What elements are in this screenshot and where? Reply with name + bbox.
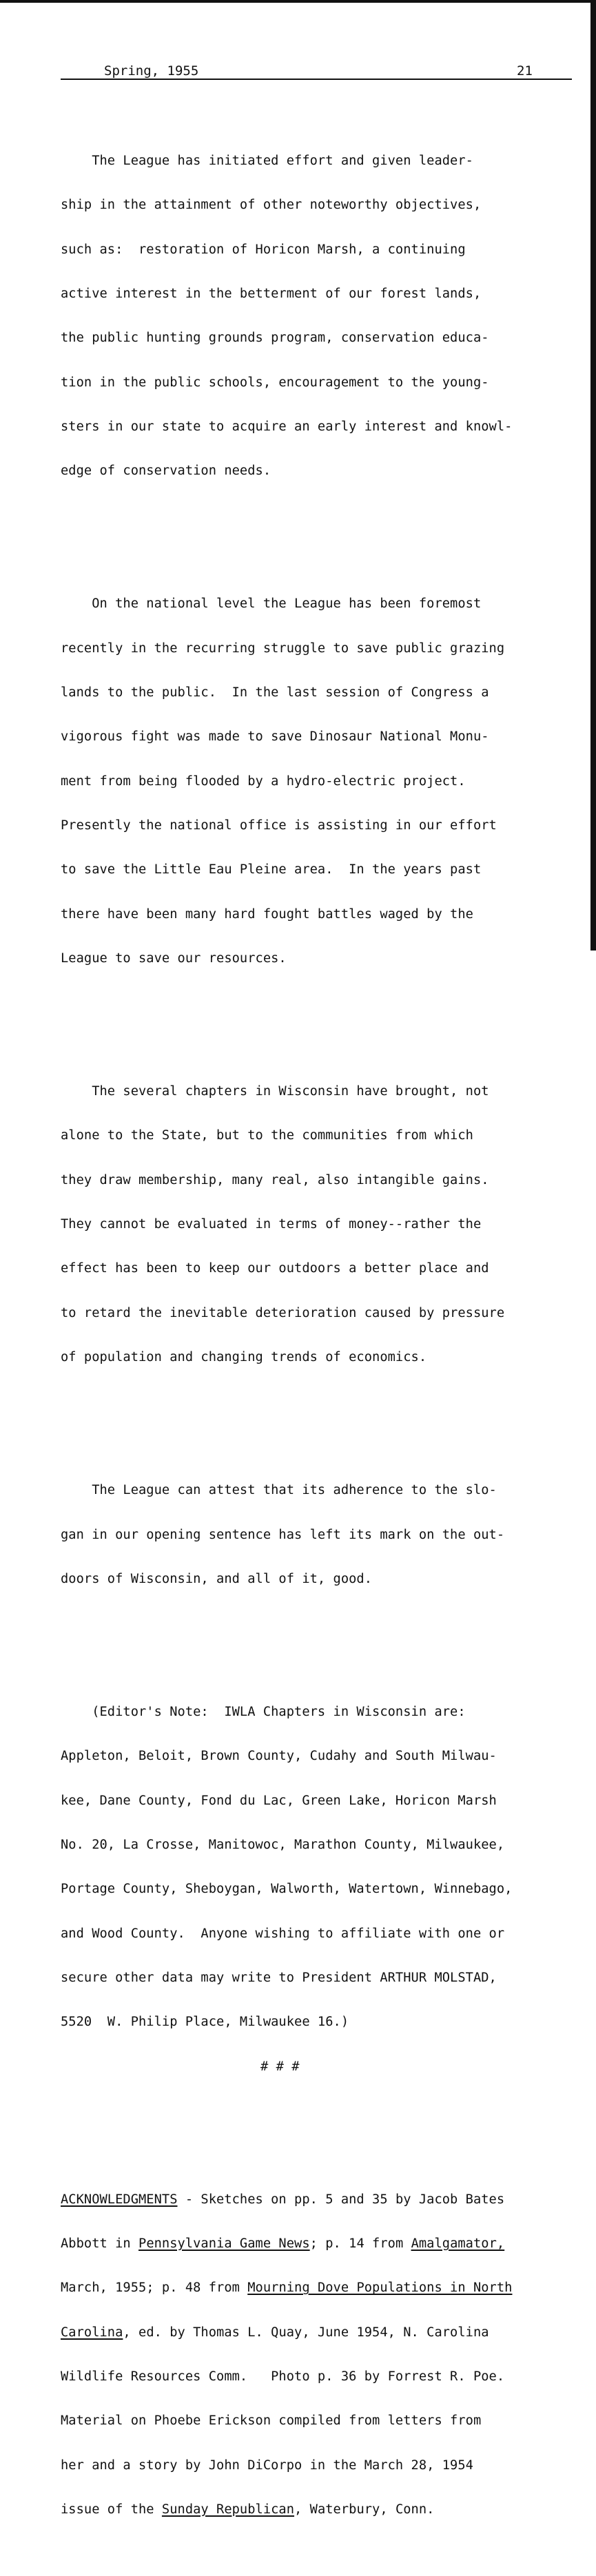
article-body xyxy=(61,94,572,2576)
text-line: of population and changing trends of economics. xyxy=(61,1350,427,1365)
header-date: Spring, 1955 xyxy=(104,63,199,79)
text-line: The League has initiated effort and given leader- xyxy=(61,153,473,168)
text-line: to retard the inevitable deterioration caused by pressure xyxy=(61,1305,505,1320)
text-line: gan in our opening sentence has left its mark on the out- xyxy=(61,1527,505,1542)
text-line: Abbott in Pennsylvania Game News; p. 14 from Amalgamator, xyxy=(61,2236,505,2252)
text-line: doors of Wisconsin, and all of it, good. xyxy=(61,1571,373,1586)
text-line: Appleton, Beloit, Brown County, Cudahy and South Milwau- xyxy=(61,1749,497,1764)
text-line: alone to the State, but to the communities from which xyxy=(61,1128,473,1143)
text-line: Carolina, ed. by Thomas L. Quay, June 1954, N. Carolina xyxy=(61,2325,489,2340)
acknowledgments-block xyxy=(61,2163,572,2547)
text-line: edge of conservation needs. xyxy=(61,464,271,479)
paragraph-slogan xyxy=(61,1453,572,1616)
text-line: ship in the attainment of other noteworthy objectives, xyxy=(61,198,482,213)
paragraph-editors-note xyxy=(61,1675,572,2104)
publication-title: Mourning Dove Populations in North xyxy=(247,2281,513,2296)
text-line: Material on Phoebe Erickson compiled from letters from xyxy=(61,2413,482,2429)
page-number: 21 xyxy=(517,63,533,79)
text-line: sters in our state to acquire an early interest and knowl- xyxy=(61,419,513,434)
paragraph-objectives xyxy=(61,124,572,508)
publication-title: Pennsylvania Game News xyxy=(138,2236,310,2252)
text-line: her and a story by John DiCorpo in the March 28, 1954 xyxy=(61,2458,473,2473)
text-line: secure other data may write to President ARTHUR MOLSTAD, xyxy=(61,1970,497,1985)
text-line: to save the Little Eau Pleine area. In the years past xyxy=(61,862,482,877)
text-line: Wildlife Resources Comm. Photo p. 36 by Forrest R. Poe. xyxy=(61,2369,505,2385)
publication-title: Sunday Republican xyxy=(161,2502,295,2517)
publication-title: Amalgamator, xyxy=(411,2236,505,2252)
text-line: effect has been to keep our outdoors a better place and xyxy=(61,1261,489,1276)
text-line: kee, Dane County, Fond du Lac, Green Lake, Horicon Marsh xyxy=(61,1793,497,1808)
publication-title: Carolina xyxy=(61,2325,123,2340)
text-line: vigorous fight was made to save Dinosaur National Monu- xyxy=(61,729,489,745)
text-line: there have been many hard fought battles waged by the xyxy=(61,906,473,922)
section-separator: # # # xyxy=(260,2059,300,2074)
acknowledgments-heading: ACKNOWLEDGMENTS xyxy=(61,2192,178,2207)
text-line: The several chapters in Wisconsin have brought, not xyxy=(61,1084,489,1099)
text-line: (Editor's Note: IWLA Chapters in Wisconsin are: xyxy=(61,1704,466,1719)
document-page xyxy=(61,63,572,2576)
text-line: 5520 W. Philip Place, Milwaukee 16.) xyxy=(61,2015,349,2030)
text-line: lands to the public. In the last session of Congress a xyxy=(61,685,489,700)
text-line: recently in the recurring struggle to save public grazing xyxy=(61,641,505,656)
text-line: March, 1955; p. 48 from Mourning Dove Populations in North xyxy=(61,2281,513,2296)
text-line: The League can attest that its adherence to the slo- xyxy=(61,1483,497,1498)
text-line: and Wood County. Anyone wishing to affiliate with one or xyxy=(61,1926,505,1941)
text-line: tion in the public schools, encouragement to the young- xyxy=(61,375,489,390)
paragraph-national-level xyxy=(61,567,572,995)
text-line: issue of the Sunday Republican, Waterbury, Conn. xyxy=(61,2502,435,2517)
text-line: ACKNOWLEDGMENTS - Sketches on pp. 5 and 35 by Jacob Bates xyxy=(61,2192,505,2207)
text-line: such as: restoration of Horicon Marsh, a continuing xyxy=(61,242,466,257)
paragraph-chapters xyxy=(61,1055,572,1394)
text-line: they draw membership, many real, also intangible gains. xyxy=(61,1172,489,1187)
text-line: Presently the national office is assisting in our effort xyxy=(61,818,497,833)
text-line: League to save our resources. xyxy=(61,951,287,966)
text-line: active interest in the betterment of our forest lands, xyxy=(61,286,482,301)
text-line: the public hunting grounds program, conservation educa- xyxy=(61,331,489,346)
text-line: They cannot be evaluated in terms of money--rather the xyxy=(61,1217,482,1232)
text-line: No. 20, La Crosse, Manitowoc, Marathon County, Milwaukee, xyxy=(61,1837,505,1852)
text-line: ment from being flooded by a hydro-electric project. xyxy=(61,773,466,789)
text-line: On the national level the League has been foremost xyxy=(61,596,482,612)
text-line: Portage County, Sheboygan, Walworth, Watertown, Winnebago, xyxy=(61,1882,513,1897)
running-header xyxy=(61,63,572,80)
